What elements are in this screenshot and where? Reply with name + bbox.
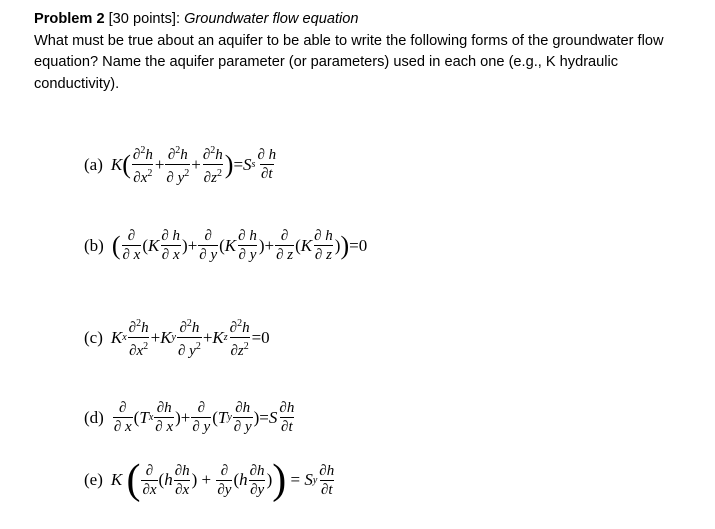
equation-c-label: (c) — [84, 327, 103, 347]
equation-a: (a) K ( $\frac{\partial^2h}{\partial x^2}$ + $\frac{\partial^2h}{\partial y^2}$ + $\frac{\partial^2h}{\partial z^2}$ ) = S s $\frac{\partial h}{\partial t}$ — [84, 145, 277, 186]
equation-b: (b) ( $\frac{\partial}{\partial x}$ ( K $\frac{\partial h}{\partial x}$ )+ $\frac{\partial}{\partial y}$ ( K $\frac{\partial h}{\partial y}$ )+ $\frac{\partial}{\partial z}$ ( K $\frac{\partial h}{\partial z}$ ) ) =0 — [84, 228, 368, 263]
equation-b-label: (b) — [84, 235, 104, 255]
problem-points: [30 points]: — [104, 11, 185, 27]
problem-body: What must be true about an aquifer to be able to write the following forms of the groundwater flow equation? Name the aquifer parameter (or parameters) used in each one (e.g., K hydraulic conductivity). — [34, 32, 664, 92]
equation-a-label: (a) — [84, 154, 103, 174]
equation-e-label: (e) — [84, 470, 103, 489]
problem-heading: Problem 2 — [34, 11, 105, 27]
equation-c: (c) K x $\frac{\partial^2h}{\partial x^2}$ + K y $\frac{\partial^2h}{\partial y^2}$ + K z $\frac{\partial^2h}{\partial z^2}$ =0 — [84, 318, 270, 359]
equation-d: (d) $\frac{\partial}{\partial x}$ ( T x $\frac{\partial h}{\partial x}$ )+ $\frac{\partial}{\partial y}$ ( T y $\frac{\partial h}{\partial y}$ )= S $\frac{\partial h}{\partial t}$ — [84, 400, 295, 435]
equation-d-label: (d) — [84, 407, 104, 427]
equation-e: (e) K ( $\frac{\partial}{\partial x}$ ( h $\frac{\partial h}{\partial x}$ ) + $\frac{\partial}{\partial y}$ ( h $\frac{\partial h}{\partial y}$ ) ) = S y $\frac{\partial h}{\partial t}$ — [84, 457, 335, 503]
problem-statement — [34, 9, 694, 95]
problem-topic: Groundwater flow equation — [184, 11, 359, 27]
